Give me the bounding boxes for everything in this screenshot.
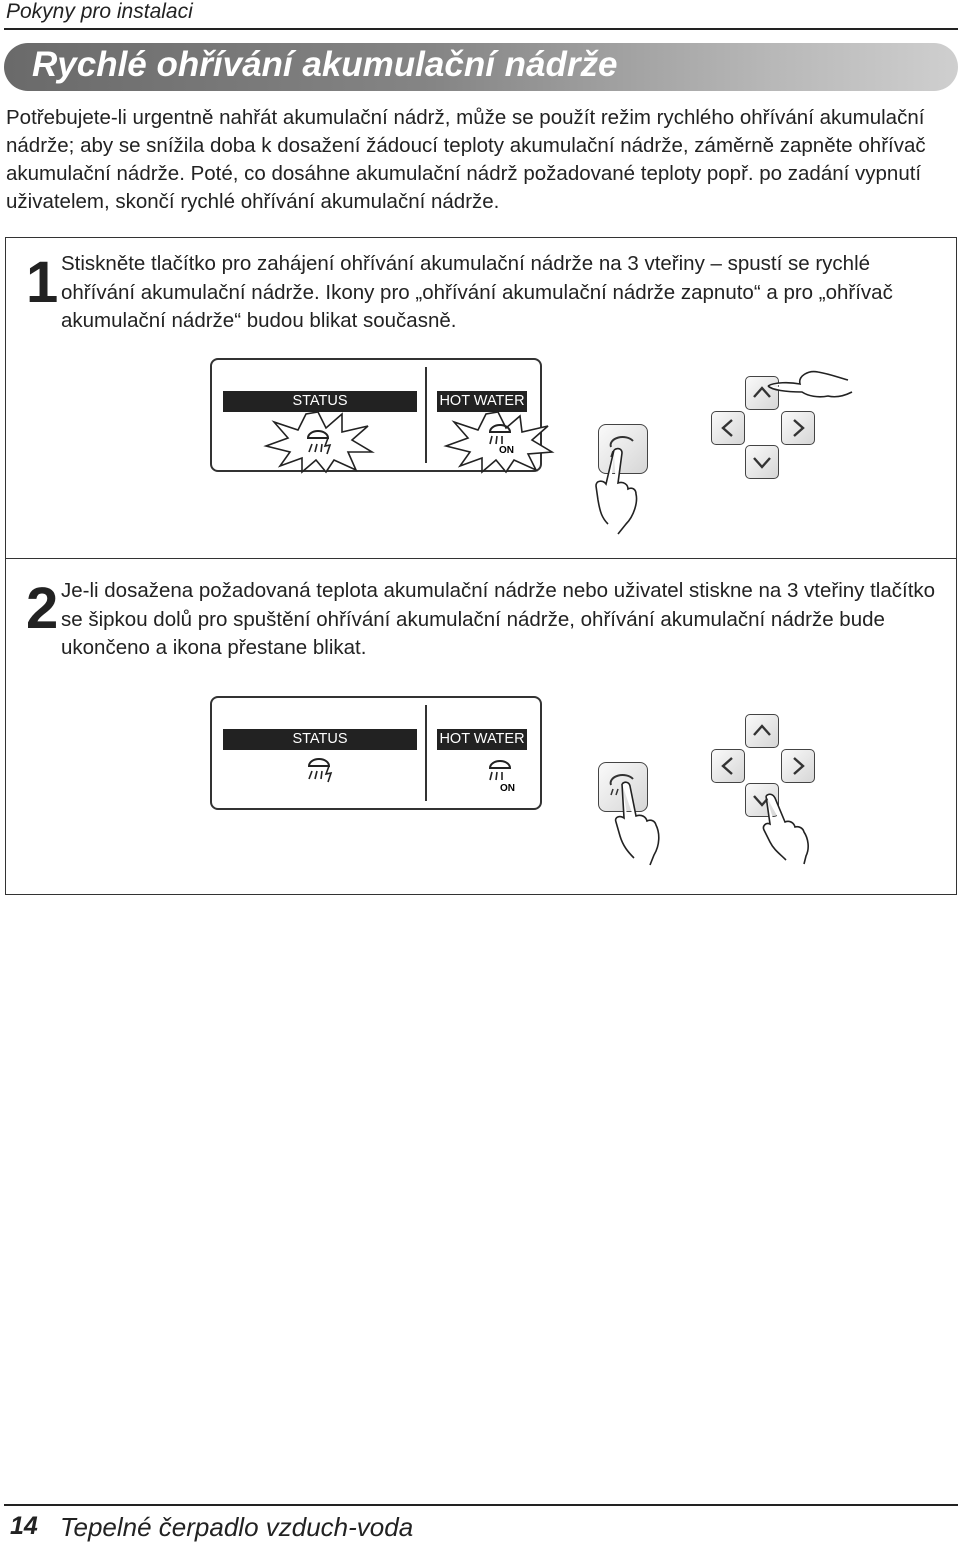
status-label: STATUS (223, 391, 417, 412)
section-label: Pokyny pro instalaci (6, 0, 193, 23)
step-2-text: Je-li dosažena požadovaná teplota akumulační nádrže nebo uživatel stiskne na 3 vteřiny tlačítko se šipkou dolů pro spuštění ohřívání akumulační nádrže, ohřívání akumulační nádrže bude ukončeno a ikona přestane blikat. (61, 579, 936, 659)
hand-pressing-down-icon (760, 790, 835, 865)
panel-divider (425, 367, 427, 463)
hot-water-on-icon (484, 756, 524, 796)
intro-paragraph: Potřebujete-li urgentně nahřát akumulační nádrž, může se použít režim rychlého ohřívání akumulační nádrže; aby se snížila doba k dosažení žádoucí teploty akumulační nádrže, záměrně zapněte ohřívač akumulační nádrže. Poté, co dosáhne akumulační nádrž požadované teploty popř. po zadání vypnutí uživatelem, skončí rychlé ohřívání akumulační nádrže. (6, 106, 926, 213)
hot-water-label: HOT WATER (437, 391, 527, 412)
chevron-right-icon (782, 750, 814, 782)
chevron-right-icon (782, 412, 814, 444)
chevron-left-icon (712, 750, 744, 782)
on-label: ON (499, 445, 514, 456)
panel-divider (425, 705, 427, 801)
hand-pressing-up-icon (762, 358, 857, 408)
status-label: STATUS (223, 729, 417, 750)
chevron-down-icon (746, 446, 778, 478)
hand-pointer-icon (608, 778, 678, 868)
arrow-left-button[interactable] (711, 749, 745, 783)
hot-water-on-blink-icon (442, 410, 554, 476)
step-1-text: Stiskněte tlačítko pro zahájení ohřívání akumulační nádrže na 3 vteřiny – spustí se rychlé ohřívání akumulační nádrže. Ikony pro „ohřívání akumulační nádrže zapnuto“ a pro „ohřívač akumulační nádrže“ budou blikat současně. (61, 252, 893, 332)
on-label: ON (500, 783, 515, 794)
heater-icon (303, 756, 335, 790)
hand-pointer-icon (576, 444, 646, 534)
arrow-right-button[interactable] (781, 411, 815, 445)
footer-title: Tepelné čerpadlo vzduch-voda (60, 1512, 414, 1542)
step-1-number: 1 (26, 250, 59, 315)
page-number: 14 (10, 1512, 38, 1540)
arrow-down-button[interactable] (745, 445, 779, 479)
step-2-number: 2 (26, 576, 59, 641)
arrow-up-button[interactable] (745, 714, 779, 748)
arrow-right-button[interactable] (781, 749, 815, 783)
arrow-left-button[interactable] (711, 411, 745, 445)
chevron-left-icon (712, 412, 744, 444)
hot-water-label: HOT WATER (437, 729, 527, 750)
footer-rule (4, 1504, 958, 1506)
chevron-up-icon (746, 715, 778, 747)
heater-blink-icon (262, 408, 374, 474)
header-rule (4, 28, 958, 30)
page-title: Rychlé ohřívání akumulační nádrže (32, 45, 618, 84)
